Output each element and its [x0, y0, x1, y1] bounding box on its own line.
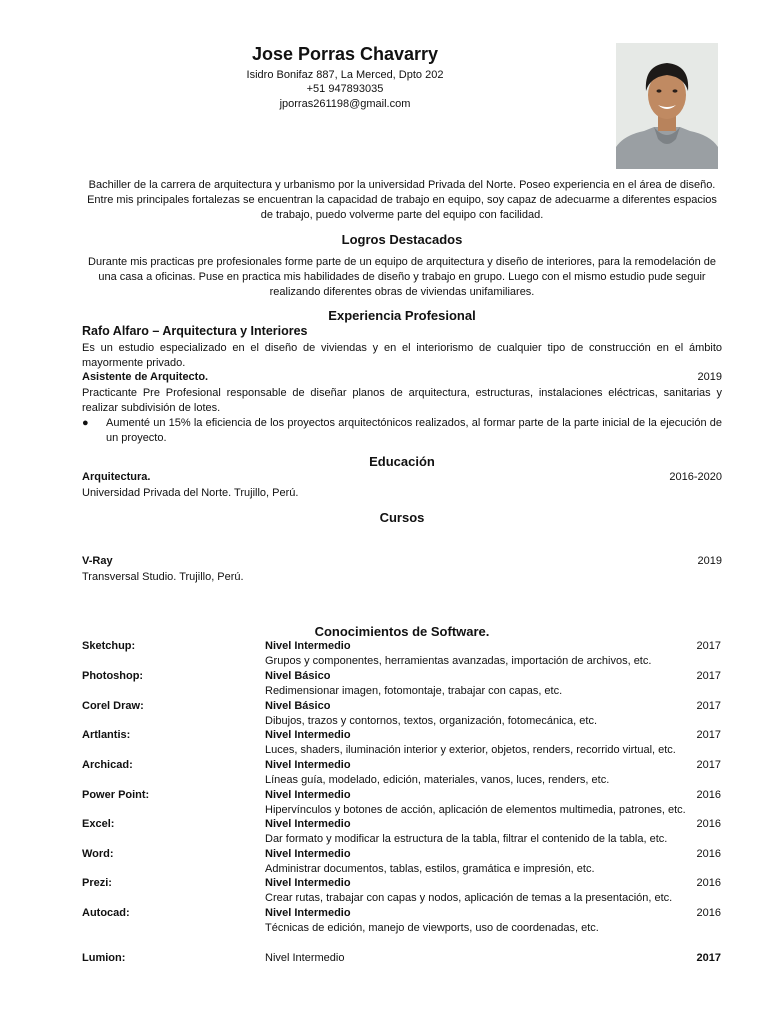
- achievement-bullet: [82, 416, 722, 446]
- role-title: Asistente de Arquitecto.: [82, 371, 209, 383]
- degree-years: 2016-2020: [669, 471, 722, 483]
- software-level-row: [265, 877, 721, 889]
- email: jporras261198@gmail.com: [279, 98, 411, 110]
- degree-name: Arquitectura.: [82, 471, 151, 483]
- software-level-row: [265, 759, 721, 771]
- software-description: Grupos y componentes, herramientas avanzadas, importación de archivos, etc.: [265, 655, 652, 667]
- education-heading: Educación: [369, 454, 435, 469]
- software-name: Artlantis:: [82, 729, 131, 741]
- achievements-text: Durante mis practicas pre profesionales forme parte de un equipo de arquitectura y diseño de interiores, para la remodelación de una casa a oficinas. Puse en practica mis habilidades de diseño y trabajo en grupo. Luego con el mismo estudio pude seguir realizando diferentes obras de viviendas unifamiliares.: [88, 256, 716, 298]
- software-name: Corel Draw:: [82, 700, 144, 712]
- achievements-heading: Logros Destacados: [341, 232, 463, 247]
- phone: +51 947893035: [306, 83, 384, 95]
- software-level: Nivel Intermedio: [265, 848, 351, 860]
- software-year: 2017: [696, 759, 721, 771]
- software-year: 2016: [696, 789, 721, 801]
- software-year: 2016: [696, 818, 721, 830]
- role-row: [82, 371, 722, 383]
- software-description: Luces, shaders, iluminación interior y exterior, objetos, renders, recorrido virtual, etc.: [265, 744, 676, 756]
- software-description: Dar formato y modificar la estructura de la tabla, filtrar el contenido de la tabla, etc.: [265, 833, 668, 845]
- degree-row: [82, 471, 722, 483]
- software-year: 2017: [696, 952, 721, 964]
- company-description: Es un estudio especializado en el diseño de viviendas y en el interiorismo de cualquier tipo de construcción en el ámbito mayormente privado.: [82, 342, 722, 369]
- software-description: Administrar documentos, tablas, estilos, gramática e impresión, etc.: [265, 863, 595, 875]
- course-year: 2019: [697, 555, 722, 567]
- software-description: Técnicas de edición, manejo de viewports, uso de coordenadas, etc.: [265, 922, 599, 934]
- software-level: Nivel Intermedio: [265, 877, 351, 889]
- software-name: Autocad:: [82, 907, 130, 919]
- software-level-row: [265, 640, 721, 652]
- software-level-row: [265, 670, 721, 682]
- software-description: Crear rutas, trabajar con capas y nodos, aplicación de temas a la presentación, etc.: [265, 892, 673, 904]
- software-name: Prezi:: [82, 877, 112, 889]
- software-year: 2016: [696, 907, 721, 919]
- address: Isidro Bonifaz 887, La Merced, Dpto 202: [246, 69, 444, 81]
- software-level-row: [265, 700, 721, 712]
- software-year: 2016: [696, 877, 721, 889]
- software-level: Nivel Básico: [265, 670, 331, 682]
- software-level: Nivel Intermedio: [265, 789, 351, 801]
- software-year: 2017: [696, 700, 721, 712]
- software-name: Lumion:: [82, 952, 126, 964]
- software-name: Excel:: [82, 818, 115, 830]
- software-level: Nivel Intermedio: [265, 907, 351, 919]
- software-name: Photoshop:: [82, 670, 144, 682]
- software-level-row: [265, 952, 721, 964]
- software-level-row: [265, 789, 721, 801]
- software-name: Power Point:: [82, 789, 150, 801]
- course-place: Transversal Studio. Trujillo, Perú.: [82, 571, 244, 583]
- software-level: Nivel Intermedio: [265, 729, 351, 741]
- software-year: 2017: [696, 640, 721, 652]
- software-level-row: [265, 818, 721, 830]
- software-level-row: [265, 907, 721, 919]
- candidate-name: Jose Porras Chavarry: [251, 44, 439, 64]
- software-name: Word:: [82, 848, 114, 860]
- software-name: Sketchup:: [82, 640, 136, 652]
- software-level: Nivel Intermedio: [265, 818, 351, 830]
- role-description: Practicante Pre Profesional responsable de diseñar planos de arquitectura, estructuras, instalaciones eléctricas, sanitarias y realizar subdivisión de lotes.: [82, 387, 722, 414]
- experience-heading: Experiencia Profesional: [328, 308, 476, 323]
- course-row: [82, 555, 722, 567]
- software-level-row: [265, 729, 721, 741]
- company-name: Rafo Alfaro – Arquitectura y Interiores: [82, 324, 308, 338]
- software-level: Nivel Intermedio: [265, 952, 345, 964]
- software-level: Nivel Intermedio: [265, 640, 351, 652]
- profile-photo-drawing: [616, 43, 718, 169]
- software-description: Líneas guía, modelado, edición, materiales, vanos, luces, renders, etc.: [265, 774, 610, 786]
- software-level-row: [265, 848, 721, 860]
- role-year: 2019: [697, 371, 722, 383]
- software-year: 2017: [696, 670, 721, 682]
- profile-photo: [616, 43, 718, 169]
- software-description: Dibujos, trazos y contornos, textos, organización, fotomecánica, etc.: [265, 715, 597, 727]
- course-name: V-Ray: [82, 555, 113, 567]
- institution: Universidad Privada del Norte. Trujillo, Perú.: [82, 487, 299, 499]
- software-year: 2016: [696, 848, 721, 860]
- software-year: 2017: [696, 729, 721, 741]
- bullet-text: Aumenté un 15% la eficiencia de los proyectos arquitectónicos realizados, al formar parte de la parte inicial de la ejecución de un proyecto.: [106, 417, 722, 444]
- software-level: Nivel Intermedio: [265, 759, 351, 771]
- software-name: Archicad:: [82, 759, 133, 771]
- software-description: Redimensionar imagen, fotomontaje, trabajar con capas, etc.: [265, 685, 563, 697]
- courses-heading: Cursos: [379, 510, 425, 525]
- software-description: Hipervínculos y botones de acción, aplicación de elementos multimedia, patrones, etc.: [265, 804, 686, 816]
- profile-summary: Bachiller de la carrera de arquitectura y urbanismo por la universidad Privada del Norte. Poseo experiencia en el área de diseño. Entre mis principales fortalezas se encuentran la capacidad de trabajo en equipo, soy capaz de adecuarme a diferentes espacios de trabajo, puedo volverme parte del equipo con facilidad.: [87, 179, 717, 221]
- software-level: Nivel Básico: [265, 700, 331, 712]
- bullet-marker: ●: [82, 417, 89, 429]
- software-heading: Conocimientos de Software.: [314, 624, 490, 639]
